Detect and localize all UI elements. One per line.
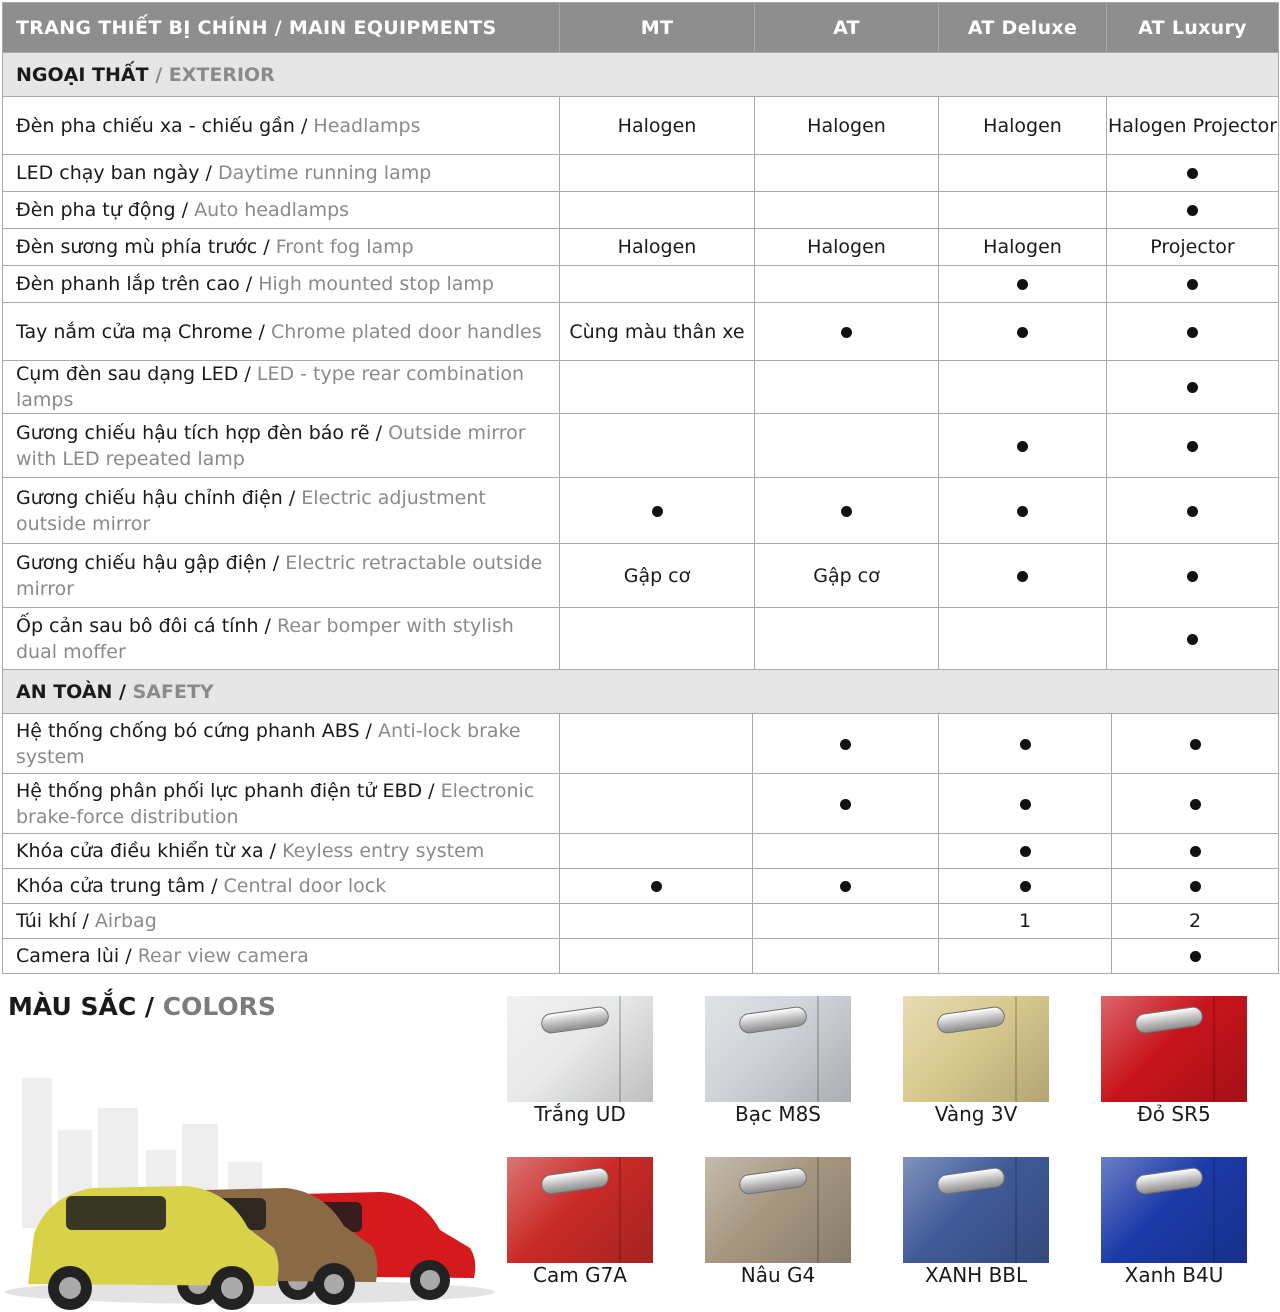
cell-value: Halogen: [617, 236, 697, 258]
feature-label: [3, 714, 560, 774]
feature-name-en: High mounted stop lamp: [258, 273, 494, 295]
included-dot-icon: [1190, 799, 1201, 810]
color-swatch: [507, 1157, 653, 1263]
section-title-en: / EXTERIOR: [155, 63, 275, 86]
table-cell-exterior-3-0: [560, 229, 755, 266]
feature-name-en: Keyless entry system: [282, 840, 485, 862]
table-cell-exterior-0-1: [755, 97, 939, 155]
table-row: [3, 544, 1279, 608]
feature-name-en: Rear bomper with stylish dual moffer: [16, 614, 514, 663]
table-cell-safety-5-0: [560, 939, 753, 974]
table-cell-exterior-0-3: [1107, 97, 1279, 155]
color-swatch: [705, 1157, 851, 1263]
feature-name-vi: Đèn phanh lắp trên cao /: [16, 273, 253, 295]
table-row: [3, 939, 1279, 974]
table-cell-exterior-10-3: [1107, 608, 1279, 670]
cell-value: Halogen: [983, 236, 1062, 258]
included-dot-icon: [1017, 571, 1028, 582]
feature-name-vi: Tay nắm cửa mạ Chrome /: [16, 320, 265, 343]
cell-value: Projector: [1150, 236, 1235, 258]
table-cell-exterior-3-2: [939, 229, 1107, 266]
table-cell-exterior-8-3: [1107, 478, 1279, 544]
table-cell-exterior-10-1: [755, 608, 939, 670]
feature-label: [3, 266, 560, 303]
table-cell-safety-0-1: [753, 714, 939, 774]
table-cell-exterior-7-2: [939, 414, 1107, 478]
feature-name-vi: Ốp cản sau bô đôi cá tính /: [16, 614, 271, 637]
included-dot-icon: [1187, 506, 1198, 517]
feature-name-vi: Khóa cửa điều khiển từ xa /: [16, 840, 277, 862]
table-cell-safety-4-2: [939, 904, 1112, 939]
color-swatch: [1101, 996, 1247, 1102]
color-swatch: [903, 1157, 1049, 1263]
table-cell-safety-0-3: [1112, 714, 1279, 774]
cell-value: 2: [1188, 910, 1202, 932]
feature-label: [3, 608, 560, 670]
table-row: [3, 192, 1279, 229]
feature-label: [3, 361, 560, 414]
table-cell-exterior-9-1: [755, 544, 939, 608]
included-dot-icon: [1017, 506, 1028, 517]
table-cell-exterior-7-1: [755, 414, 939, 478]
feature-name-en: Electric adjustment outside mirror: [16, 486, 486, 535]
section-title-vi: AN TOÀN /: [16, 680, 126, 703]
table-cell-safety-3-1: [753, 869, 939, 904]
color-name: Nâu G4: [740, 1263, 816, 1287]
table-cell-exterior-10-2: [939, 608, 1107, 670]
door-handle-icon: [936, 1166, 1006, 1195]
feature-name-en: Front fog lamp: [275, 236, 414, 258]
table-cell-safety-3-0: [560, 869, 753, 904]
included-dot-icon: [1020, 799, 1031, 810]
included-dot-icon: [1187, 382, 1198, 393]
feature-name-vi: Cụm đèn sau dạng LED /: [16, 363, 251, 385]
included-dot-icon: [841, 506, 852, 517]
included-dot-icon: [841, 327, 852, 338]
table-cell-exterior-1-1: [755, 155, 939, 192]
table-cell-exterior-1-3: [1107, 155, 1279, 192]
table-cell-safety-2-0: [560, 834, 753, 869]
feature-label: [3, 303, 560, 361]
feature-name-en: Anti-lock brake system: [16, 719, 521, 768]
feature-name-en: Outside mirror with LED repeated lamp: [16, 421, 526, 470]
column-header-mt: MT: [560, 3, 755, 53]
included-dot-icon: [1020, 739, 1031, 750]
table-cell-exterior-0-2: [939, 97, 1107, 155]
cell-value: Halogen Projector: [1107, 114, 1278, 137]
equipment-table-header: [2, 2, 1279, 53]
table-cell-safety-3-2: [939, 869, 1112, 904]
safety-section-header: [3, 670, 1279, 714]
table-row: [3, 155, 1279, 192]
table-cell-exterior-5-2: [939, 303, 1107, 361]
section-title-vi: NGOẠI THẤT: [16, 63, 149, 86]
feature-name-vi: Gương chiếu hậu chỉnh điện /: [16, 486, 296, 509]
feature-name-vi: Khóa cửa trung tâm /: [16, 875, 218, 897]
door-handle-icon: [1134, 1005, 1204, 1034]
included-dot-icon: [1190, 951, 1201, 962]
cell-value: Cùng màu thân xe: [569, 320, 745, 343]
cell-value: Halogen: [807, 236, 886, 258]
table-row: [3, 478, 1279, 544]
section-title-en: SAFETY: [132, 680, 214, 703]
table-cell-exterior-6-0: [560, 361, 755, 414]
feature-name-vi: Hệ thống phân phối lực phanh điện tử EBD /: [16, 779, 435, 802]
included-dot-icon: [1190, 881, 1201, 892]
table-cell-safety-1-2: [939, 774, 1112, 834]
table-cell-exterior-3-1: [755, 229, 939, 266]
feature-label: [3, 155, 560, 192]
table-cell-exterior-7-3: [1107, 414, 1279, 478]
door-handle-icon: [1134, 1166, 1204, 1195]
included-dot-icon: [1187, 571, 1198, 582]
table-row: [3, 266, 1279, 303]
table-cell-exterior-5-0: [560, 303, 755, 361]
door-handle-icon: [540, 1005, 610, 1034]
cars-illustration: [0, 1070, 500, 1310]
included-dot-icon: [1020, 846, 1031, 857]
table-cell-safety-0-0: [560, 714, 753, 774]
table-cell-exterior-6-1: [755, 361, 939, 414]
table-cell-safety-5-1: [753, 939, 939, 974]
table-row: [3, 229, 1279, 266]
feature-name-vi: Hệ thống chống bó cứng phanh ABS /: [16, 719, 372, 742]
column-header-at-luxury: AT Luxury: [1107, 3, 1279, 53]
equipment-column-header: TRANG THIẾT BỊ CHÍNH / MAIN EQUIPMENTS: [3, 3, 560, 53]
table-cell-safety-3-3: [1112, 869, 1279, 904]
table-cell-safety-4-3: [1112, 904, 1279, 939]
feature-label: [3, 192, 560, 229]
table-cell-safety-2-3: [1112, 834, 1279, 869]
color-name: Xanh B4U: [1124, 1263, 1224, 1287]
table-cell-safety-4-0: [560, 904, 753, 939]
table-row: [3, 97, 1279, 155]
table-cell-exterior-3-3: [1107, 229, 1279, 266]
table-cell-exterior-2-2: [939, 192, 1107, 229]
feature-label: [3, 834, 560, 869]
cell-value: Halogen: [807, 114, 886, 137]
table-cell-exterior-4-0: [560, 266, 755, 303]
color-name: Vàng 3V: [934, 1102, 1018, 1126]
door-handle-icon: [738, 1005, 808, 1034]
table-cell-exterior-2-3: [1107, 192, 1279, 229]
color-swatch: [705, 996, 851, 1102]
feature-label: [3, 544, 560, 608]
feature-name-vi: Đèn pha chiếu xa - chiếu gần /: [16, 114, 308, 137]
table-row: [3, 361, 1279, 414]
table-cell-exterior-8-2: [939, 478, 1107, 544]
table-cell-safety-5-3: [1112, 939, 1279, 974]
feature-name-en: Headlamps: [313, 114, 421, 137]
feature-name-en: Daytime running lamp: [217, 162, 432, 184]
feature-label: [3, 939, 560, 974]
table-cell-exterior-1-2: [939, 155, 1107, 192]
table-cell-exterior-5-3: [1107, 303, 1279, 361]
table-cell-safety-0-2: [939, 714, 1112, 774]
feature-name-en: Central door lock: [223, 875, 387, 897]
color-name: Trắng UD: [534, 1102, 626, 1126]
feature-name-vi: Gương chiếu hậu gập điện /: [16, 551, 280, 574]
exterior-table: [2, 52, 1279, 670]
table-cell-exterior-4-3: [1107, 266, 1279, 303]
feature-name-en: LED - type rear combination lamps: [16, 363, 525, 411]
table-cell-safety-4-1: [753, 904, 939, 939]
colors-title-en: COLORS: [162, 992, 276, 1021]
safety-table: [2, 669, 1279, 974]
feature-name-en: Auto headlamps: [194, 199, 350, 221]
feature-name-vi: Đèn sương mù phía trước /: [16, 236, 270, 258]
feature-label: [3, 414, 560, 478]
table-row: [3, 904, 1279, 939]
feature-name-en: Electric retractable outside mirror: [16, 551, 543, 600]
colors-title-vi: MÀU SẮC /: [8, 992, 154, 1021]
door-handle-icon: [540, 1166, 610, 1195]
table-cell-exterior-1-0: [560, 155, 755, 192]
feature-label: [3, 904, 560, 939]
included-dot-icon: [1190, 739, 1201, 750]
feature-name-vi: Gương chiếu hậu tích hợp đèn báo rẽ /: [16, 421, 383, 444]
table-row: [3, 303, 1279, 361]
feature-name-en: Rear view camera: [137, 945, 309, 967]
color-name: Bạc M8S: [734, 1102, 821, 1126]
cell-value: Gập cơ: [813, 564, 880, 587]
table-cell-safety-2-1: [753, 834, 939, 869]
color-swatch: [903, 996, 1049, 1102]
feature-label: [3, 97, 560, 155]
included-dot-icon: [1187, 441, 1198, 452]
table-cell-safety-2-2: [939, 834, 1112, 869]
table-row: [3, 714, 1279, 774]
color-swatch: [1101, 1157, 1247, 1263]
door-handle-icon: [738, 1166, 808, 1195]
table-cell-exterior-9-0: [560, 544, 755, 608]
included-dot-icon: [1187, 327, 1198, 338]
table-cell-exterior-8-0: [560, 478, 755, 544]
colors-title: [8, 992, 276, 1021]
feature-name-vi: LED chạy ban ngày /: [16, 162, 212, 184]
table-cell-safety-5-2: [939, 939, 1112, 974]
feature-label: [3, 229, 560, 266]
table-row: [3, 774, 1279, 834]
cell-value: Halogen: [617, 114, 697, 137]
included-dot-icon: [1187, 634, 1198, 645]
included-dot-icon: [1187, 168, 1198, 179]
table-cell-exterior-2-1: [755, 192, 939, 229]
table-cell-safety-1-0: [560, 774, 753, 834]
included-dot-icon: [1187, 279, 1198, 290]
cell-value: 1: [1018, 910, 1032, 932]
column-header-at: AT: [755, 3, 939, 53]
exterior-section-header: [3, 53, 1279, 97]
included-dot-icon: [1017, 327, 1028, 338]
table-cell-exterior-6-2: [939, 361, 1107, 414]
included-dot-icon: [1017, 441, 1028, 452]
feature-name-vi: Đèn pha tự động /: [16, 199, 189, 221]
included-dot-icon: [840, 739, 851, 750]
color-swatch: [507, 996, 653, 1102]
cell-value: Halogen: [983, 114, 1062, 137]
column-header-at-deluxe: AT Deluxe: [939, 3, 1107, 53]
feature-label: [3, 869, 560, 904]
table-cell-exterior-8-1: [755, 478, 939, 544]
feature-name-en: Airbag: [94, 910, 157, 932]
table-cell-exterior-9-2: [939, 544, 1107, 608]
table-cell-exterior-9-3: [1107, 544, 1279, 608]
included-dot-icon: [652, 506, 663, 517]
color-name: Đỏ SR5: [1137, 1102, 1211, 1126]
table-cell-safety-1-1: [753, 774, 939, 834]
table-row: [3, 414, 1279, 478]
included-dot-icon: [1017, 279, 1028, 290]
table-cell-exterior-4-2: [939, 266, 1107, 303]
door-handle-icon: [936, 1005, 1006, 1034]
cell-value: Gập cơ: [623, 564, 691, 587]
color-name: Cam G7A: [533, 1263, 627, 1287]
feature-label: [3, 774, 560, 834]
feature-name-en: Chrome plated door handles: [271, 320, 542, 343]
table-cell-exterior-4-1: [755, 266, 939, 303]
table-cell-exterior-10-0: [560, 608, 755, 670]
color-name: XANH BBL: [924, 1263, 1028, 1287]
table-row: [3, 834, 1279, 869]
table-cell-exterior-5-1: [755, 303, 939, 361]
feature-label: [3, 478, 560, 544]
included-dot-icon: [840, 799, 851, 810]
table-cell-exterior-6-3: [1107, 361, 1279, 414]
included-dot-icon: [1190, 846, 1201, 857]
included-dot-icon: [651, 881, 662, 892]
feature-name-vi: Túi khí /: [16, 910, 89, 932]
table-cell-exterior-7-0: [560, 414, 755, 478]
included-dot-icon: [840, 881, 851, 892]
table-row: [3, 608, 1279, 670]
table-cell-exterior-0-0: [560, 97, 755, 155]
included-dot-icon: [1187, 205, 1198, 216]
table-row: [3, 869, 1279, 904]
table-cell-exterior-2-0: [560, 192, 755, 229]
table-cell-safety-1-3: [1112, 774, 1279, 834]
included-dot-icon: [1020, 881, 1031, 892]
feature-name-vi: Camera lùi /: [16, 945, 132, 967]
feature-name-en: Electronic brake-force distribution: [16, 779, 535, 828]
